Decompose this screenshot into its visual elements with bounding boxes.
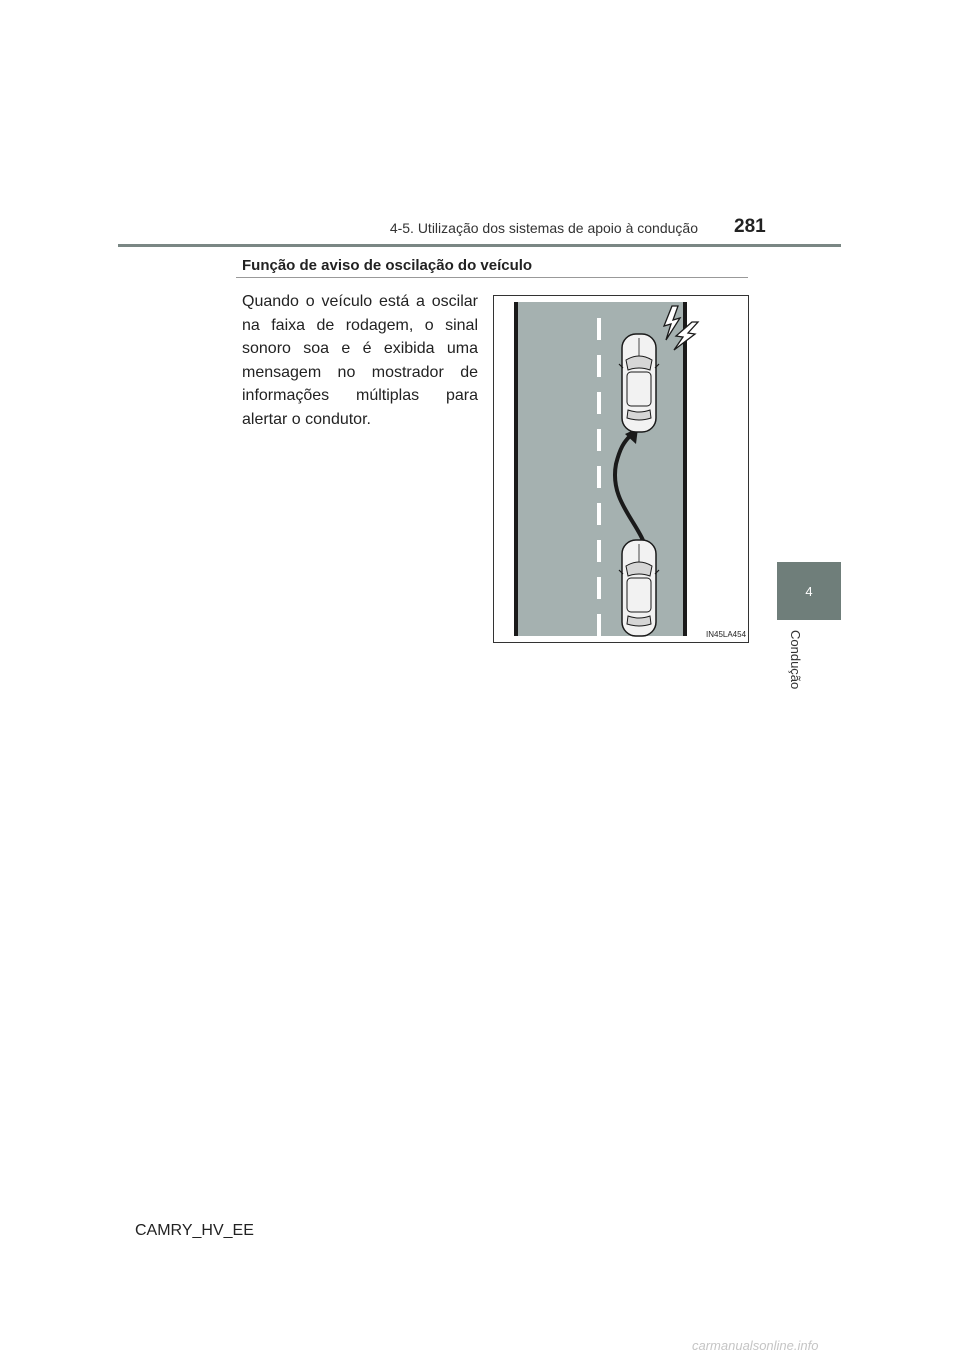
chapter-label: Condução xyxy=(788,630,803,690)
left-edge-line xyxy=(514,302,518,636)
title-rule xyxy=(236,277,748,278)
section-title: Função de aviso de oscilação do veículo xyxy=(242,257,533,274)
watermark: carmanualsonline.info xyxy=(692,1338,819,1353)
figure-code: IN45LA454 xyxy=(706,630,747,639)
page-number: 281 xyxy=(734,216,766,237)
car-icon xyxy=(619,334,659,432)
footer-model: CAMRY_HV_EE xyxy=(135,1222,254,1239)
header-rule xyxy=(118,244,841,247)
header-section: 4-5. Utilização dos sistemas de apoio à condução xyxy=(389,220,698,236)
illustration xyxy=(493,295,749,643)
car-icon xyxy=(619,540,659,636)
chapter-tab[interactable] xyxy=(777,562,841,620)
chapter-tab-number: 4 xyxy=(805,583,813,599)
body-paragraph: Quando o veículo está a oscilar na faixa de rodagem, o sinal sonoro soa e é exibida uma mensagem no mostrador de informações múltiplas para alertar o condutor. xyxy=(242,293,478,428)
right-edge-line xyxy=(683,302,687,636)
